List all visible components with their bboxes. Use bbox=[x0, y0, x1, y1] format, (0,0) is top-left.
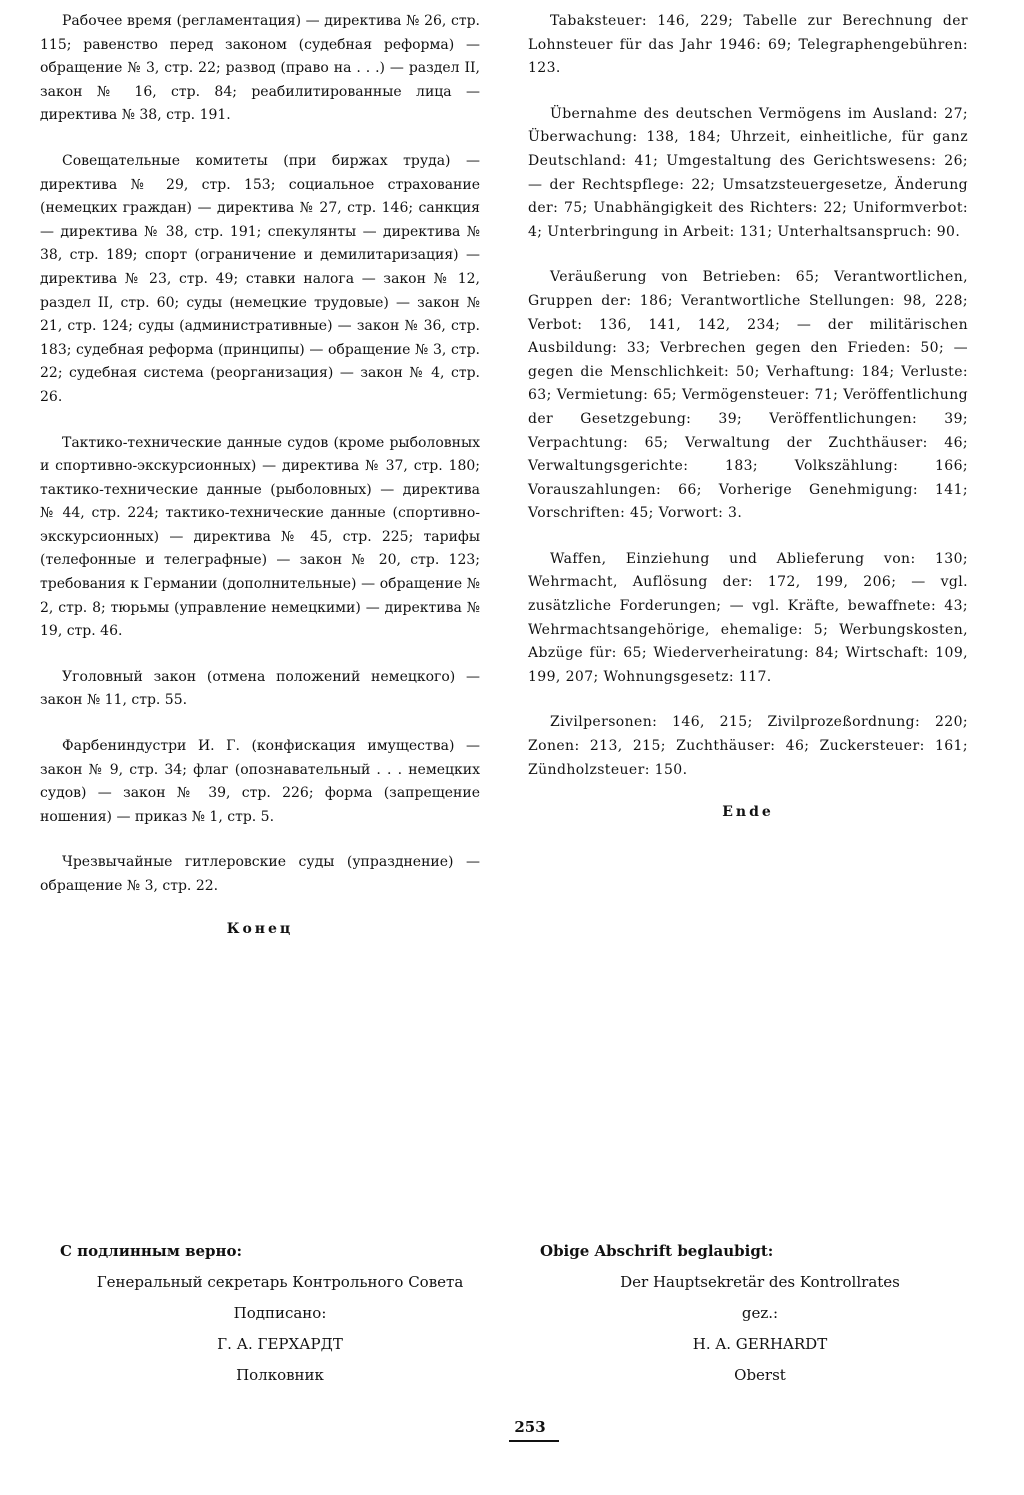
signature-block-russian bbox=[60, 1236, 500, 1391]
signatory-title: Der Hauptsekretär des Kontrollrates bbox=[620, 1273, 900, 1291]
signed-label: Подписано: bbox=[233, 1304, 327, 1322]
end-marker: Конец bbox=[226, 920, 294, 937]
index-column-russian bbox=[40, 10, 480, 937]
index-entry: Чрезвычайные гитлеровские суды (упразднение) — обращение № 3, стр. 22. bbox=[40, 854, 480, 894]
page-number-underline bbox=[509, 1440, 559, 1442]
signatory-name: Г. А. ГЕРХАРДТ bbox=[217, 1335, 343, 1353]
index-entry: Tabaksteuer: 146, 229; Tabelle zur Berechnung der Lohnsteuer für das Jahr 1946: 69; Telegraphengebühren: 123. bbox=[528, 13, 968, 77]
signed-label: gez.: bbox=[741, 1304, 779, 1322]
index-entry: Waffen, Einziehung und Ablieferung von: 130; Wehrmacht, Auflösung der: 172, 199, 206; — vgl. zusätzliche Forderungen; — vgl. Kräfte, bewaffnete: 43; Wehrmachtsangehörige, ehemalige: 5; Werbungskosten, Abzüge für: 65; Wiederverheiratung: 84; Wirtschaft: 109, 199, 207; Wohnungsgesetz: 117. bbox=[528, 550, 968, 685]
signatory-rank: Полковник bbox=[236, 1366, 324, 1384]
index-entry: Совещательные комитеты (при биржах труда) — директива № 29, стр. 153; социальное страхование (немецких граждан) — директива № 27, стр. 146; санкция — директива № 38, стр. 191; спекулянты — директива № 38, стр. 189; спорт (ограничение и демилитаризация) — директива № 23, стр. 49; ставки налога — закон № 12, раздел II, стр. 60; суды (немецкие трудовые) — закон № 21, стр. 124; суды (административные) — закон № 36, стр. 183; судебная реформа (принципы) — обращение № 3, стр. 22; судебная система (реорганизация) — закон № 4, стр. 26. bbox=[40, 152, 480, 405]
index-entry: Тактико-технические данные судов (кроме рыболовных и спортивно-экскурсионных) — директива № 37, стр. 180; тактико-технические данные (рыболовных) — директива № 44, стр. 224; тактико-технические данные (спортивно-экскурсионных) — директива № 45, стр. 225; тарифы (телефонные и телеграфные) — закон № 20, стр. 123; требования к Германии (дополнительные) — обращение № 2, стр. 8; тюрьмы (управление немецкими) — директива № 19, стр. 46. bbox=[40, 434, 480, 640]
certification-line: С подлинным верно: bbox=[60, 1242, 243, 1260]
index-entry: Фарбениндустри И. Г. (конфискация имущества) — закон № 9, стр. 34; флаг (опознавательный . . . немецких судов) — закон № 39, стр. 226; форма (запрещение ношения) — приказ № 1, стр. 5. bbox=[40, 738, 480, 825]
index-column-german bbox=[528, 10, 968, 820]
end-marker: Ende bbox=[722, 804, 774, 821]
index-entry: Рабочее время (регламентация) — директива № 26, стр. 115; равенство перед законом (судебная реформа) — обращение № 3, стр. 22; развод (право на . . .) — раздел II, закон № 16, стр. 84; реабилитированные лица — директива № 38, стр. 191. bbox=[40, 13, 480, 124]
index-entry: Zivilpersonen: 146, 215; Zivilprozeßordnung: 220; Zonen: 213, 215; Zuchthäuser: 46; Zuckersteuer: 161; Zündholzsteuer: 150. bbox=[528, 714, 968, 778]
page-number: 253 bbox=[514, 1418, 546, 1436]
signatory-name: H. A. GERHARDT bbox=[692, 1335, 828, 1353]
signature-block-german bbox=[540, 1236, 980, 1391]
index-entry: Veräußerung von Betrieben: 65; Verantwortlichen, Gruppen der: 186; Verantwortliche Stellungen: 98, 228; Verbot: 136, 141, 142, 234; — der militärischen Ausbildung: 33; Verbrechen gegen den Frieden: 50; — gegen die Menschlichkeit: 50; Verhaftung: 184; Verluste: 63; Vermietung: 65; Vermögensteuer: 71; Veröffentlichung der Gesetzgebung: 39; Veröffentlichungen: 39; Verpachtung: 65; Verwaltung der Zuchthäuser: 46; Verwaltungsgerichte: 183; Volkszählung: 166; Vorauszahlungen: 66; Vorherige Genehmigung: 141; Vorschriften: 45; Vorwort: 3. bbox=[528, 269, 968, 522]
index-entry: Übernahme des deutschen Vermögens im Ausland: 27; Überwachung: 138, 184; Uhrzeit, einheitliche, für ganz Deutschland: 41; Umgestaltung des Gerichtswesens: 26; — der Rechtspflege: 22; Umsatzsteuergesetze, Änderung der: 75; Unabhängigkeit des Richters: 22; Uniformverbot: 4; Unterbringung in Arbeit: 131; Unterhaltsanspruch: 90. bbox=[528, 105, 968, 240]
index-entry: Уголовный закон (отмена положений немецкого) — закон № 11, стр. 55. bbox=[40, 668, 480, 709]
signatory-rank: Oberst bbox=[734, 1366, 786, 1384]
certification-line: Obige Abschrift beglaubigt: bbox=[540, 1242, 774, 1260]
signatory-title: Генеральный секретарь Контрольного Совета bbox=[96, 1273, 464, 1291]
